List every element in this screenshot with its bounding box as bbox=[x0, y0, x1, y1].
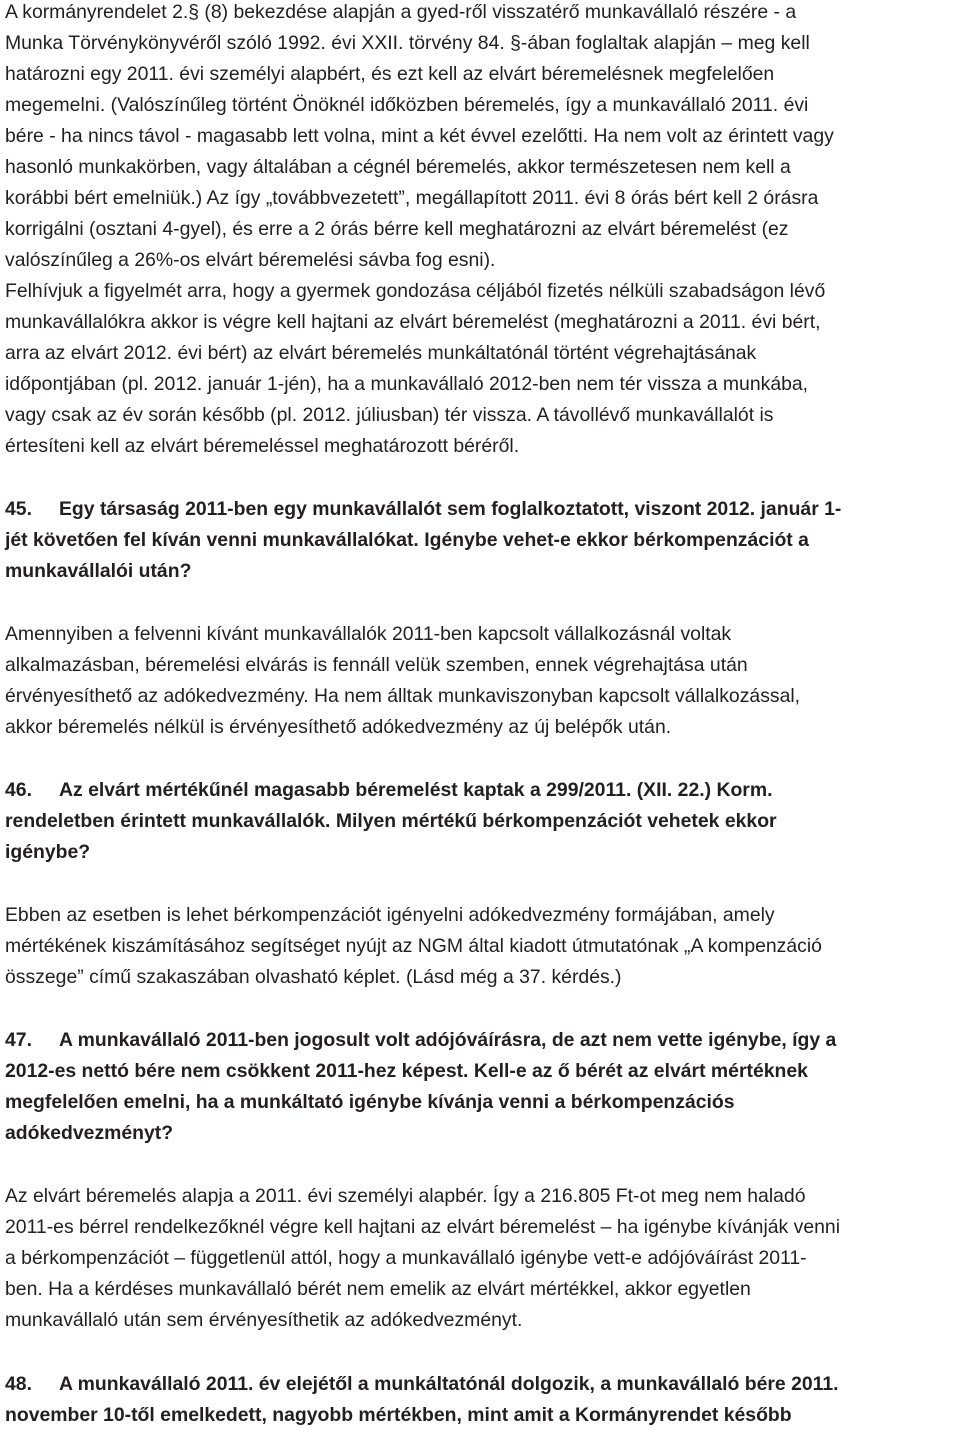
text-line: időpontjában (pl. 2012. január 1-jén), ha a munkavállaló 2012-ben nem tér vissza a munkába, bbox=[5, 373, 809, 395]
text-line: korábbi bért emelniük.) Az így „továbbvezetett”, megállapított 2011. évi 8 órás bért kell 2 órásra bbox=[5, 187, 819, 209]
document-page bbox=[5, 0, 957, 1431]
question-line: Az elvárt mértékűnél magasabb béremelést kaptak a 299/2011. (XII. 22.) Korm. bbox=[59, 779, 773, 801]
text-line: 2011-es bérrel rendelkezőknél végre kell hajtani az elvárt béremelést – ha igénybe kívánják venni bbox=[5, 1216, 840, 1238]
answer-45 bbox=[5, 619, 957, 743]
text-line: érvényesíthető az adókedvezmény. Ha nem álltak munkaviszonyban kapcsolt vállalkozással, bbox=[5, 685, 801, 707]
question-line: A munkavállaló 2011-ben jogosult volt adójóváírásra, de azt nem vette igénybe, így a bbox=[59, 1029, 837, 1051]
text-line: Az elvárt béremelés alapja a 2011. évi személyi alapbér. Így a 216.805 Ft-ot meg nem haladó bbox=[5, 1185, 806, 1207]
text-line: bére - ha nincs távol - magasabb lett volna, mint a két évvel ezelőtti. Ha nem volt az érintett vagy bbox=[5, 125, 834, 147]
question-line: megfelelően emelni, ha a munkáltató igénybe kívánja venni a bérkompenzációs bbox=[5, 1091, 735, 1113]
question-47 bbox=[5, 1025, 957, 1149]
text-line: határozni egy 2011. évi személyi alapbért, és ezt kell az elvárt béremelésnek megfelelően bbox=[5, 63, 775, 85]
text-line: összege” című szakaszában olvasható képlet. (Lásd még a 37. kérdés.) bbox=[5, 966, 622, 988]
question-number: 45. bbox=[5, 498, 32, 520]
question-number: 46. bbox=[5, 779, 32, 801]
text-line: korrigálni (osztani 4-gyel), és erre a 2 órás bérre kell meghatározni az elvárt béremelést (ez bbox=[5, 218, 789, 240]
text-line: A kormányrendelet 2.§ (8) bekezdése alapján a gyed-ről visszatérő munkavállaló részére - a bbox=[5, 1, 797, 23]
text-line: megemelni. (Valószínűleg történt Önöknél időközben béremelés, így a munkavállaló 2011. évi bbox=[5, 94, 809, 116]
text-line: valószínűleg a 26%-os elvárt béremelési sávba fog esni). bbox=[5, 249, 496, 271]
text-line: Amennyiben a felvenni kívánt munkavállalók 2011-ben kapcsolt vállalkozásnál voltak bbox=[5, 623, 732, 645]
text-line: alkalmazásban, béremelési elvárás is fennáll velük szemben, ennek végrehajtása után bbox=[5, 654, 748, 676]
text-line: munkavállaló után sem érvényesíthetik az adókedvezményt. bbox=[5, 1309, 523, 1331]
answer-47 bbox=[5, 1181, 957, 1336]
question-line: jét követően fel kíván venni munkavállalókat. Igénybe vehet-e ekkor bérkompenzációt a bbox=[5, 529, 809, 551]
answer-46 bbox=[5, 900, 957, 993]
text-line: értesíteni kell az elvárt béremeléssel meghatározott béréről. bbox=[5, 435, 520, 457]
text-line: Ebben az esetben is lehet bérkompenzációt igényelni adókedvezmény formájában, amely bbox=[5, 904, 775, 926]
text-line: mértékének kiszámításához segítséget nyújt az NGM által kiadott útmutatónak „A kompenzáció bbox=[5, 935, 822, 957]
question-line: Egy társaság 2011-ben egy munkavállalót sem foglalkoztatott, viszont 2012. január 1- bbox=[59, 498, 842, 520]
text-line: Munka Törvénykönyvéről szóló 1992. évi XXII. törvény 84. §-ában foglaltak alapján – meg kell bbox=[5, 32, 810, 54]
text-line: munkavállalókra akkor is végre kell hajtani az elvárt béremelést (meghatározni a 2011. évi bért, bbox=[5, 311, 821, 333]
question-45 bbox=[5, 494, 957, 587]
question-number: 47. bbox=[5, 1029, 32, 1051]
paragraph-gyed bbox=[5, 0, 957, 462]
question-number: 48. bbox=[5, 1373, 32, 1395]
text-line: akkor béremelés nélkül is érvényesíthető adókedvezmény az új belépők után. bbox=[5, 716, 672, 738]
question-line: 2012-es nettó bére nem csökkent 2011-hez képest. Kell-e az ő bérét az elvárt mértéknek bbox=[5, 1060, 808, 1082]
question-48 bbox=[5, 1369, 957, 1431]
question-line: adókedvezményt? bbox=[5, 1122, 174, 1144]
question-line: munkavállalói után? bbox=[5, 560, 192, 582]
question-line: rendeletben érintett munkavállalók. Milyen mértékű bérkompenzációt vehetek ekkor bbox=[5, 810, 777, 832]
text-line: arra az elvárt 2012. évi bért) az elvárt béremelés munkáltatónál történt végrehajtásának bbox=[5, 342, 757, 364]
text-line: ben. Ha a kérdéses munkavállaló bérét nem emelik az elvárt mértékkel, akkor egyetlen bbox=[5, 1278, 751, 1300]
text-line: hasonló munkakörben, vagy általában a cégnél béremelés, akkor természetesen nem kell a bbox=[5, 156, 791, 178]
text-line: Felhívjuk a figyelmét arra, hogy a gyermek gondozása céljából fizetés nélküli szabadságon lévő bbox=[5, 280, 826, 302]
text-line: vagy csak az év során később (pl. 2012. júliusban) tér vissza. A távollévő munkavállalót is bbox=[5, 404, 774, 426]
question-46 bbox=[5, 775, 957, 868]
question-line: november 10-től emelkedett, nagyobb mértékben, mint amit a Kormányrendet később bbox=[5, 1404, 792, 1426]
question-line: A munkavállaló 2011. év elejétől a munkáltatónál dolgozik, a munkavállaló bére 2011. bbox=[59, 1373, 839, 1395]
text-line: a bérkompenzációt – függetlenül attól, hogy a munkavállaló igénybe vett-e adójóváírást 2011- bbox=[5, 1247, 807, 1269]
question-line: igénybe? bbox=[5, 841, 91, 863]
